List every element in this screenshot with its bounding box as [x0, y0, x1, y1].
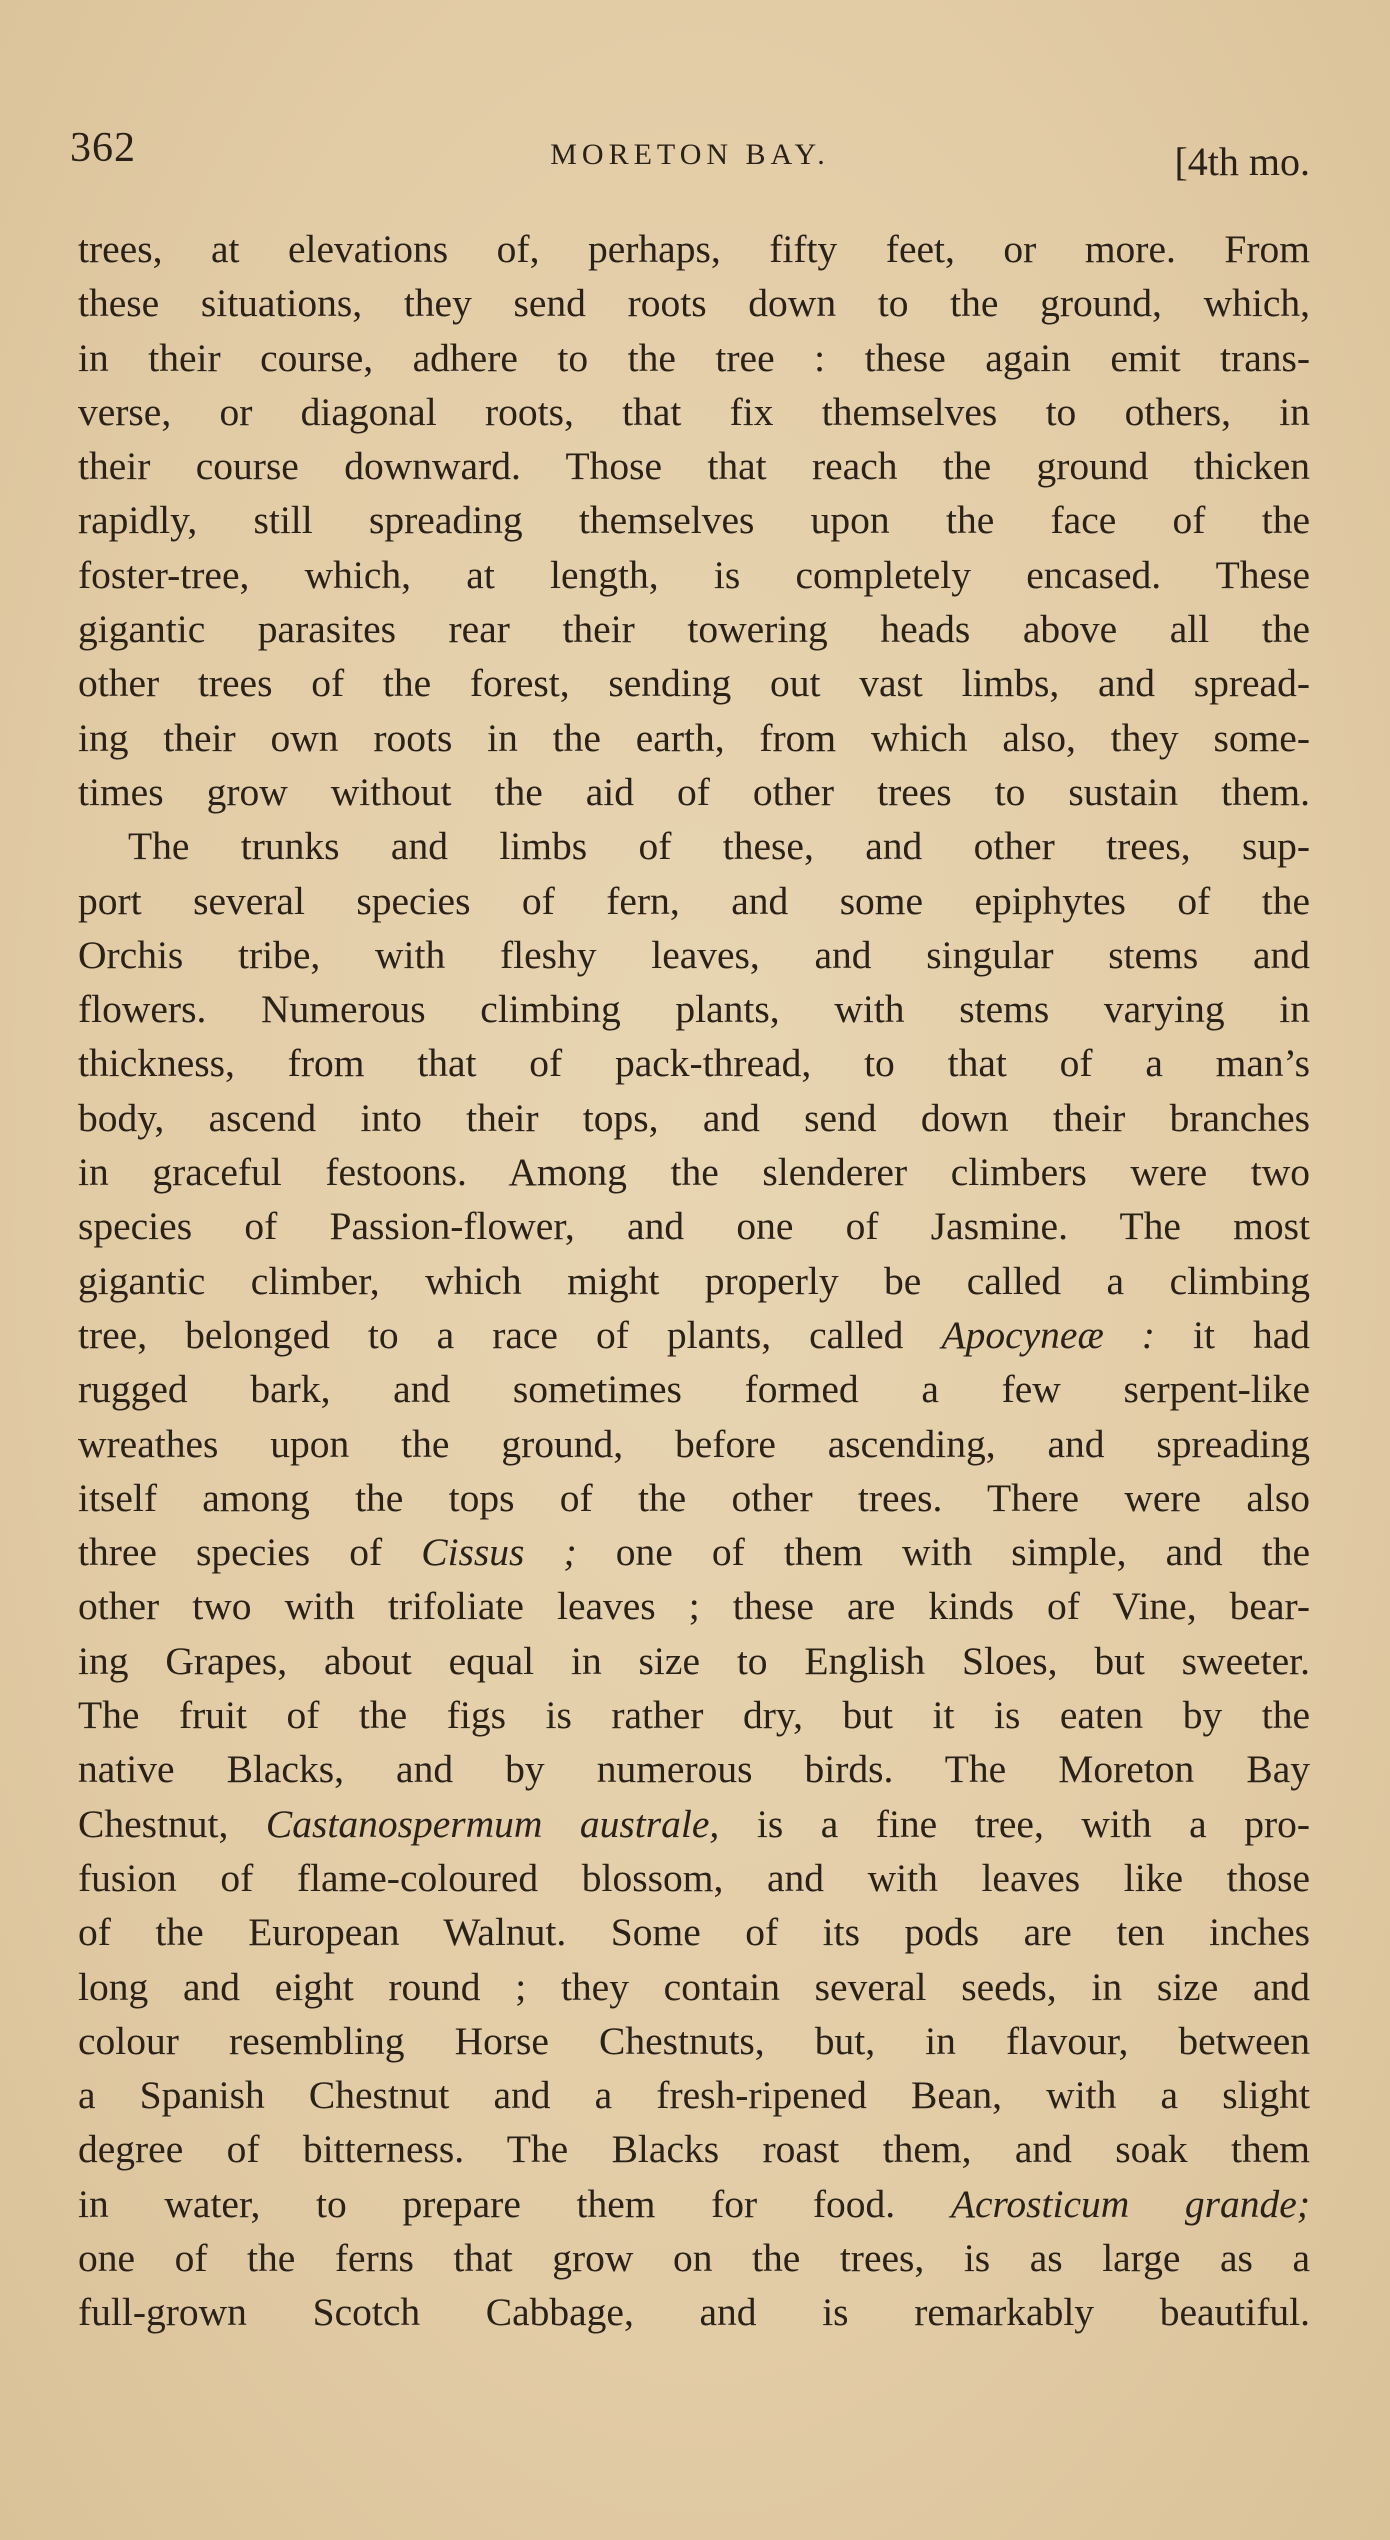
text-line: [78, 1091, 1310, 1145]
text-line: [78, 765, 1310, 819]
text-segment: in their course, adhere to the tree : these again emit trans-: [78, 335, 1310, 380]
text-segment: ing their own roots in the earth, from which also, they some-: [78, 715, 1310, 760]
text-segment: colour resembling Horse Chestnuts, but, in flavour, between: [78, 2018, 1310, 2063]
text-segment: The trunks and limbs of these, and other trees, sup-: [128, 824, 1310, 869]
text-line: [78, 982, 1310, 1036]
text-line: [78, 602, 1310, 656]
page-number: 362: [70, 125, 136, 171]
text-segment: in graceful festoons. Among the slenderer climbers were two: [78, 1150, 1310, 1195]
text-line: [78, 1579, 1310, 1633]
text-line: [78, 331, 1310, 385]
text-line: [78, 711, 1310, 765]
text-line: [78, 2177, 1310, 2231]
text-segment: their course downward. Those that reach the ground thicken: [78, 444, 1310, 489]
text-line: [78, 1742, 1310, 1796]
text-line: [78, 928, 1310, 982]
text-segment: these situations, they send roots down to the ground, which,: [78, 281, 1310, 326]
text-segment: fusion of flame-coloured blossom, and with leaves like those: [78, 1855, 1310, 1900]
text-line: [78, 656, 1310, 710]
text-segment: gigantic parasites rear their towering heads above all the: [78, 607, 1310, 652]
text-segment: times grow without the aid of other trees to sustain them.: [78, 769, 1310, 814]
text-segment: trees, at elevations of, perhaps, fifty feet, or more. From: [78, 227, 1310, 271]
text-segment: gigantic climber, which might properly be called a climbing: [78, 1258, 1310, 1303]
italic-text-segment: Cissus ;: [421, 1530, 577, 1575]
text-segment: of the European Walnut. Some of its pods are ten inches: [78, 1910, 1310, 1955]
text-line: [78, 1525, 1310, 1579]
text-segment: itself among the tops of the other trees. There were also: [78, 1475, 1310, 1520]
text-segment: native Blacks, and by numerous birds. The Moreton Bay: [78, 1747, 1310, 1792]
text-line: [78, 1797, 1310, 1851]
page-header: [70, 118, 1310, 198]
text-line: [78, 874, 1310, 928]
running-title: MORETON BAY.: [550, 138, 830, 171]
text-line: [78, 1688, 1310, 1742]
text-segment: long and eight round ; they contain several seeds, in size and: [78, 1964, 1310, 2009]
body-text: [78, 222, 1310, 2340]
text-line: [78, 276, 1310, 330]
text-segment: Chestnut,: [78, 1801, 266, 1846]
italic-text-segment: Acrosticum grande;: [950, 2181, 1310, 2226]
italic-text-segment: Apocyneæ :: [941, 1312, 1155, 1357]
text-segment: port several species of fern, and some epiphytes of the: [78, 878, 1310, 923]
text-segment: Orchis tribe, with fleshy leaves, and singular stems and: [78, 932, 1310, 977]
text-segment: rugged bark, and sometimes formed a few serpent-like: [78, 1367, 1310, 1412]
text-segment: three species of: [78, 1530, 422, 1575]
text-line: [78, 493, 1310, 547]
text-line: [78, 385, 1310, 439]
text-segment: body, ascend into their tops, and send down their branches: [78, 1095, 1310, 1140]
text-line: [78, 222, 1310, 276]
text-line: [78, 2014, 1310, 2068]
text-line: [78, 2231, 1310, 2285]
text-line: [78, 2122, 1310, 2176]
text-line: [78, 1199, 1310, 1253]
text-line: [78, 1417, 1310, 1471]
text-segment: full-grown Scotch Cabbage, and is remarkably beautiful.: [78, 2290, 1310, 2335]
text-segment: flowers. Numerous climbing plants, with stems varying in: [78, 987, 1310, 1032]
text-segment: thickness, from that of pack-thread, to that of a man’s: [78, 1041, 1310, 1086]
text-line: [78, 548, 1310, 602]
text-segment: other trees of the forest, sending out vast limbs, and spread-: [78, 661, 1310, 706]
text-line: [78, 1905, 1310, 1959]
text-line: [78, 1145, 1310, 1199]
text-segment: verse, or diagonal roots, that fix themselves to others, in: [78, 389, 1310, 434]
text-line: [78, 439, 1310, 493]
text-segment: one of them with simple, and the: [576, 1530, 1310, 1575]
text-line: [78, 1471, 1310, 1525]
text-segment: other two with trifoliate leaves ; these are kinds of Vine, bear-: [78, 1584, 1310, 1629]
text-line: [78, 2068, 1310, 2122]
text-line: [78, 1362, 1310, 1416]
month-label: [4th mo.: [1174, 139, 1310, 184]
text-line: [78, 1851, 1310, 1905]
text-segment: species of Passion-flower, and one of Jasmine. The most: [78, 1204, 1310, 1249]
text-segment: foster-tree, which, at length, is completely encased. These: [78, 552, 1310, 597]
text-line: [78, 819, 1310, 873]
text-segment: tree, belonged to a race of plants, called: [78, 1312, 942, 1357]
text-line: [78, 1254, 1310, 1308]
text-segment: one of the ferns that grow on the trees, is as large as a: [78, 2235, 1310, 2280]
text-segment: is a fine tree, with a pro-: [719, 1801, 1310, 1846]
text-segment: in water, to prepare them for food.: [78, 2181, 951, 2226]
text-line: [78, 2285, 1310, 2339]
italic-text-segment: Castanospermum australe,: [265, 1801, 720, 1846]
text-segment: The fruit of the figs is rather dry, but it is eaten by the: [78, 1693, 1310, 1738]
text-line: [78, 1308, 1310, 1362]
text-segment: wreathes upon the ground, before ascending, and spreading: [78, 1421, 1310, 1466]
text-segment: a Spanish Chestnut and a fresh-ripened Bean, with a slight: [78, 2073, 1310, 2118]
text-segment: degree of bitterness. The Blacks roast them, and soak them: [78, 2127, 1310, 2172]
text-line: [78, 1036, 1310, 1090]
text-segment: rapidly, still spreading themselves upon the face of the: [78, 498, 1310, 543]
text-line: [78, 1960, 1310, 2014]
text-line: [78, 1634, 1310, 1688]
text-segment: ing Grapes, about equal in size to English Sloes, but sweeter.: [78, 1638, 1310, 1683]
text-segment: it had: [1154, 1312, 1310, 1357]
